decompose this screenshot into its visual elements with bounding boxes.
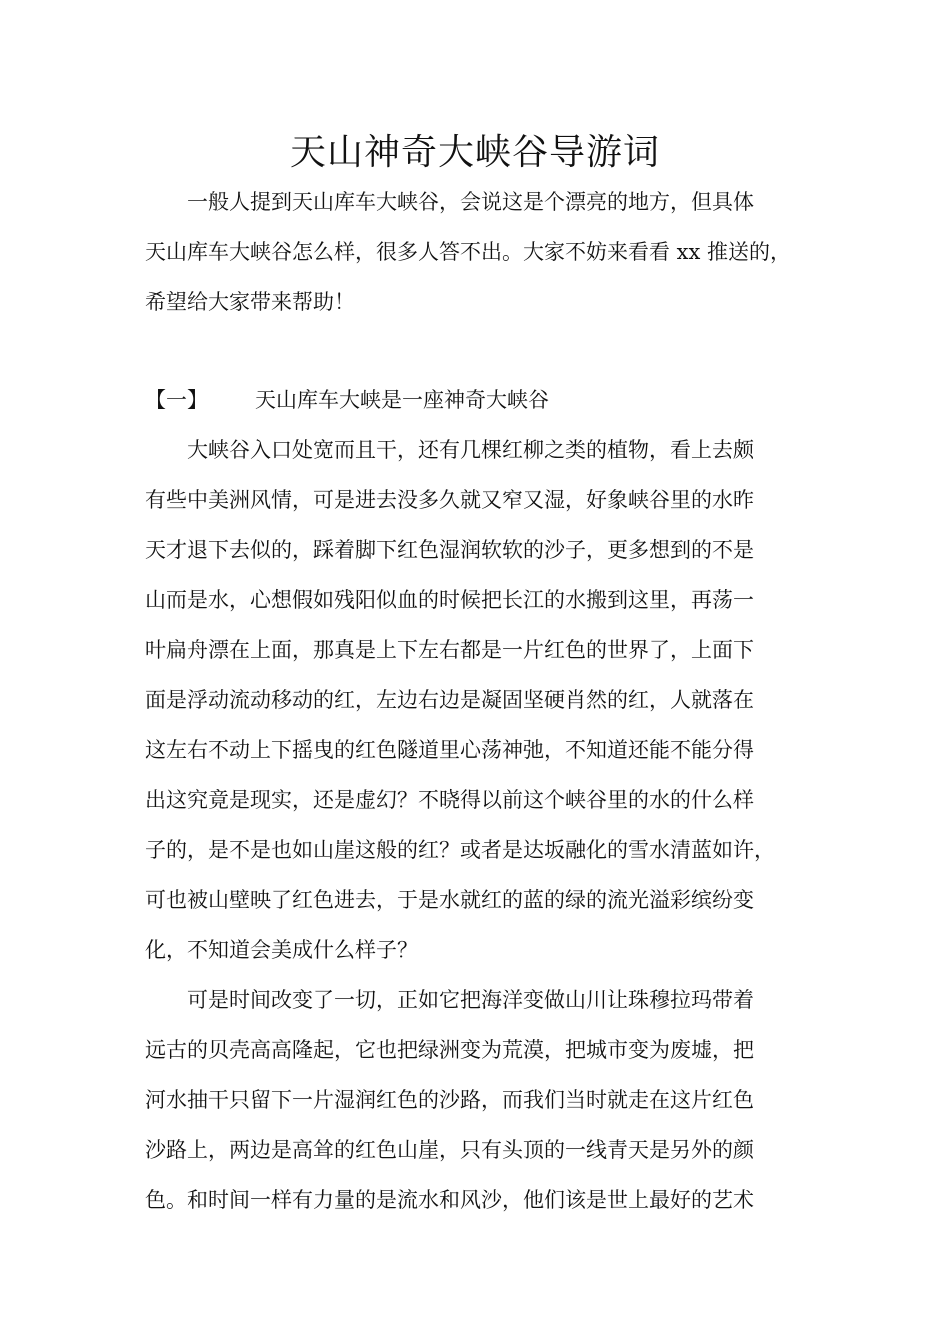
paragraph-line: 子的，是不是也如山崖这般的红？或者是达坂融化的雪水清蓝如许，	[145, 838, 775, 862]
intro-line: 天山库车大峡谷怎么样，很多人答不出。大家不妨来看看 xx 推送的，	[145, 240, 792, 264]
section-heading	[145, 375, 825, 425]
intro-line: 希望给大家带来帮助！	[145, 290, 355, 314]
section-heading-text: 天山库车大峡是一座神奇大峡谷	[255, 388, 549, 412]
paragraph-line: 河水抽干只留下一片湿润红色的沙路，而我们当时就走在这片红色	[145, 1088, 754, 1112]
paragraph-line: 大峡谷入口处宽而且干，还有几棵红柳之类的植物，看上去颇	[145, 438, 754, 462]
paragraph-line: 远古的贝壳高高隆起，它也把绿洲变为荒漠，把城市变为废墟，把	[145, 1038, 754, 1062]
paragraph-line: 色。和时间一样有力量的是流水和风沙，他们该是世上最好的艺术	[145, 1188, 754, 1212]
paragraph-line: 有些中美洲风情，可是进去没多久就又窄又湿，好象峡谷里的水昨	[145, 488, 754, 512]
document-title: 天山神奇大峡谷导游词	[289, 132, 660, 173]
paragraph-line: 叶扁舟漂在上面，那真是上下左右都是一片红色的世界了，上面下	[145, 638, 754, 662]
paragraph-line: 可也被山壁映了红色进去，于是水就红的蓝的绿的流光溢彩缤纷变	[145, 888, 754, 912]
paragraph-line: 沙路上，两边是高耸的红色山崖，只有头顶的一线青天是另外的颜	[145, 1138, 754, 1162]
paragraph-line: 山而是水，心想假如残阳似血的时候把长江的水搬到这里，再荡一	[145, 588, 754, 612]
paragraph-1	[145, 425, 825, 975]
intro-paragraph	[145, 177, 825, 327]
paragraph-line: 化，不知道会美成什么样子？	[145, 938, 418, 962]
paragraph-2	[145, 975, 825, 1225]
paragraph-line: 天才退下去似的，踩着脚下红色湿润软软的沙子，更多想到的不是	[145, 538, 754, 562]
paragraph-line: 出这究竟是现实，还是虚幻？不晓得以前这个峡谷里的水的什么样	[145, 788, 754, 812]
section-marker: 【一】	[145, 388, 208, 412]
intro-line: 一般人提到天山库车大峡谷，会说这是个漂亮的地方，但具体	[145, 190, 754, 214]
paragraph-line: 可是时间改变了一切，正如它把海洋变做山川让珠穆拉玛带着	[145, 988, 754, 1012]
paragraph-line: 面是浮动流动移动的红，左边右边是凝固坚硬肖然的红，人就落在	[145, 688, 754, 712]
paragraph-line: 这左右不动上下摇曳的红色隧道里心荡神弛，不知道还能不能分得	[145, 738, 754, 762]
